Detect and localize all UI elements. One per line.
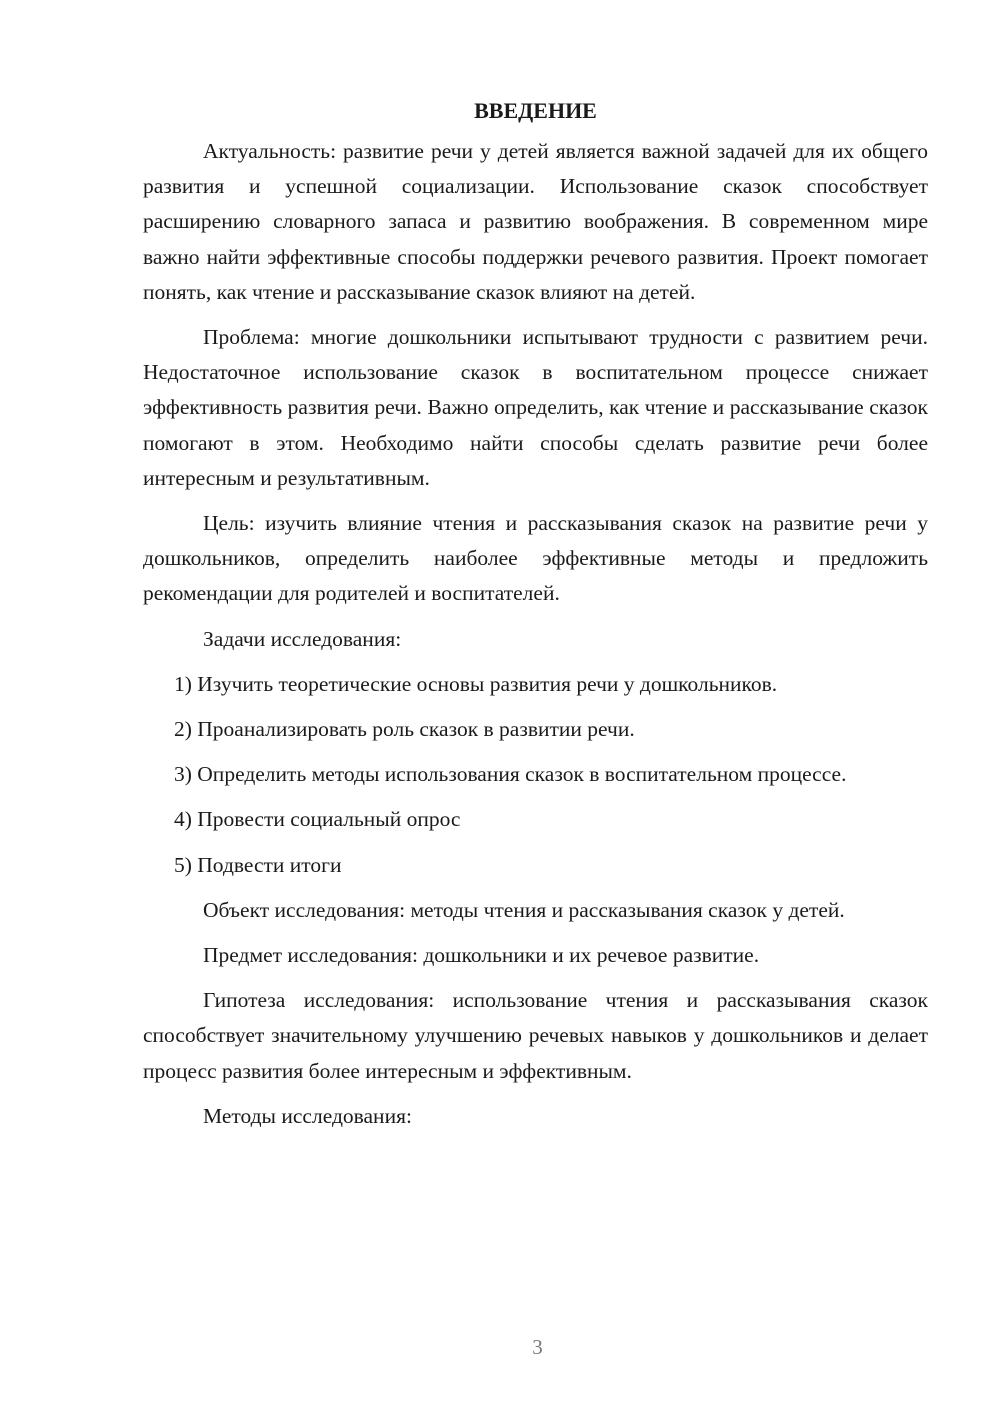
methods-heading: Методы исследования: — [203, 1103, 412, 1128]
section-title: ВВЕДЕНИЕ — [474, 98, 597, 123]
page-content — [143, 96, 928, 1144]
task-item-1: 1) Изучить теоретические основы развития речи у дошкольников. — [174, 671, 778, 696]
task-item-4: 4) Провести социальный опрос — [174, 807, 461, 832]
goal-paragraph: Цель: изучить влияние чтения и рассказывания сказок на развитие речи у дошкольников, определить наиболее эффективные методы и предложить рекомендации для родителей и воспитателей. — [143, 511, 928, 606]
task-item-2: 2) Проанализировать роль сказок в развитии речи. — [174, 717, 635, 742]
relevance-paragraph: Актуальность: развитие речи у детей является важной задачей для их общего развития и успешной социализации. Использование сказок способствует расширению словарного запаса и развитию воображения. В современном мире важно найти эффективные способы поддержки речевого развития. Проект помогает понять, как чтение и рассказывание сказок влияют на детей. — [143, 139, 928, 304]
problem-paragraph: Проблема: многие дошкольники испытывают трудности с развитием речи. Недостаточное использование сказок в воспитательном процессе снижает эффективность развития речи. Важно определить, как чтение и рассказывание сказок помогают в этом. Необходимо найти способы сделать развитие речи более интересным и результативным. — [143, 325, 928, 490]
task-item-3: 3) Определить методы использования сказок в воспитательном процессе. — [174, 762, 847, 787]
tasks-heading: Задачи исследования: — [203, 626, 402, 651]
page-number: 3 — [532, 1335, 543, 1359]
hypothesis-paragraph: Гипотеза исследования: использование чтения и рассказывания сказок способствует значительному улучшению речевых навыков у дошкольников и делает процесс развития более интересным и эффективным. — [143, 988, 928, 1083]
object-paragraph: Объект исследования: методы чтения и рассказывания сказок у детей. — [203, 897, 845, 922]
subject-paragraph: Предмет исследования: дошкольники и их речевое развитие. — [203, 943, 760, 968]
task-item-5: 5) Подвести итоги — [174, 852, 342, 877]
